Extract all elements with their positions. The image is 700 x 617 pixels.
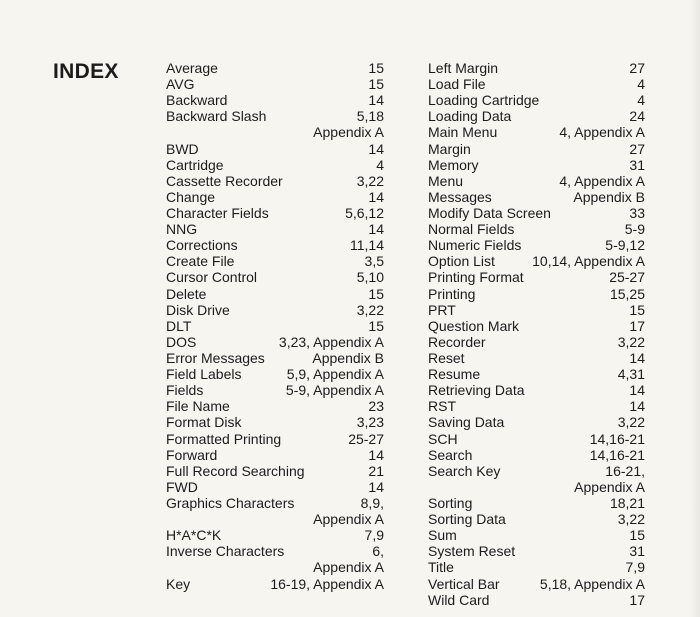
index-term: Margin <box>428 140 471 157</box>
index-column-right <box>428 60 645 608</box>
index-page-refs: 27 <box>629 140 645 157</box>
index-term: Title <box>428 559 454 576</box>
index-entry <box>166 108 384 124</box>
index-term: Cassette Recorder <box>166 172 283 189</box>
index-page-refs: 14,16-21 <box>589 430 645 447</box>
index-page-refs: 4 <box>376 156 384 173</box>
index-entry <box>428 189 645 205</box>
index-term: Wild Card <box>428 591 490 608</box>
index-entry <box>166 124 384 140</box>
index-page-refs: 5,18 <box>356 108 384 125</box>
index-page-refs: 18,21 <box>609 494 645 511</box>
index-term: Search <box>428 446 473 463</box>
index-entry <box>428 157 645 173</box>
index-entry <box>428 382 645 398</box>
index-page-refs: Appendix B <box>312 349 384 366</box>
index-page-refs: 27 <box>629 60 645 76</box>
page-edge-shadow <box>690 0 700 617</box>
index-entry <box>428 173 645 189</box>
index-term: Saving Data <box>428 414 505 431</box>
index-page-refs: 3,5 <box>364 253 384 270</box>
index-term: Left Margin <box>428 60 499 76</box>
index-entry <box>166 366 384 382</box>
index-entry <box>428 108 645 124</box>
index-term: Create File <box>166 253 235 270</box>
index-entry <box>166 189 384 205</box>
index-entry <box>166 350 384 366</box>
index-page-refs: 5-9,12 <box>605 237 645 254</box>
index-page-refs: 3,23 <box>356 414 384 431</box>
index-page-refs: 31 <box>629 156 645 173</box>
index-page-refs: 4 <box>637 76 645 93</box>
index-entry <box>166 543 384 559</box>
index-term: NNG <box>166 221 198 238</box>
index-entry <box>166 302 384 318</box>
index-page-refs: 24 <box>629 108 645 125</box>
index-page-refs: 14 <box>629 349 645 366</box>
index-column-left <box>166 60 384 592</box>
index-page-refs: 14 <box>368 188 384 205</box>
index-page-refs: 14 <box>368 446 384 463</box>
index-page-refs: 16-19, Appendix A <box>270 575 384 592</box>
index-entry <box>428 221 645 237</box>
index-term: RST <box>428 398 456 415</box>
index-term: Key <box>166 575 191 592</box>
index-entry <box>166 221 384 237</box>
index-page-refs: Appendix A <box>313 559 384 576</box>
index-term: Error Messages <box>166 349 265 366</box>
index-term: Disk Drive <box>166 301 230 318</box>
index-entry <box>166 237 384 253</box>
index-page-refs: 14,16-21 <box>589 446 645 463</box>
index-term: Loading Cartridge <box>428 92 540 109</box>
index-term: Character Fields <box>166 204 269 221</box>
index-entry <box>166 511 384 527</box>
index-entry <box>428 60 645 76</box>
index-page-refs: 4,31 <box>617 366 645 383</box>
index-entry <box>166 479 384 495</box>
index-page-refs: 6, <box>372 543 384 560</box>
index-term: File Name <box>166 398 230 415</box>
index-term: Load File <box>428 76 486 93</box>
index-entry <box>166 447 384 463</box>
index-entry <box>428 559 645 575</box>
index-term: Resume <box>428 366 481 383</box>
index-term: Main Menu <box>428 124 498 141</box>
index-page-refs: 31 <box>629 543 645 560</box>
index-page-refs: 15 <box>368 60 384 76</box>
index-entry <box>428 398 645 414</box>
index-page-refs: 5,18, Appendix A <box>539 575 645 592</box>
index-term: Field Labels <box>166 366 242 383</box>
index-page-refs: Appendix A <box>574 478 645 495</box>
index-page-refs: 5,9, Appendix A <box>286 366 384 383</box>
index-entry <box>166 414 384 430</box>
index-entry <box>166 92 384 108</box>
index-entry <box>428 576 645 592</box>
index-entry <box>428 592 645 608</box>
index-term: Full Record Searching <box>166 462 305 479</box>
index-term: Option List <box>428 253 495 270</box>
index-term: Sum <box>428 527 457 544</box>
index-page-refs: 17 <box>629 317 645 334</box>
index-page-refs: 15 <box>368 76 384 93</box>
index-page-refs: 7,9 <box>364 527 384 544</box>
index-term: Cartridge <box>166 156 224 173</box>
index-page-refs: 14 <box>368 140 384 157</box>
index-page-refs: 23 <box>368 398 384 415</box>
index-page-refs: 33 <box>629 204 645 221</box>
index-page-refs: 14 <box>368 221 384 238</box>
index-page-refs: 3,22 <box>617 333 645 350</box>
index-entry <box>166 576 384 592</box>
index-term: Backward <box>166 92 228 109</box>
index-term: Delete <box>166 285 207 302</box>
index-term: Numeric Fields <box>428 237 522 254</box>
index-term: Cursor Control <box>166 269 258 286</box>
index-entry <box>428 205 645 221</box>
index-entry <box>166 253 384 269</box>
index-page-refs: 14 <box>629 398 645 415</box>
index-heading: INDEX <box>53 60 119 83</box>
index-page-refs: 4 <box>637 92 645 109</box>
index-page-refs: 15 <box>629 301 645 318</box>
index-entry <box>166 398 384 414</box>
index-page-refs: 21 <box>368 462 384 479</box>
index-entry <box>166 495 384 511</box>
index-entry <box>428 431 645 447</box>
index-page-refs: 14 <box>629 382 645 399</box>
index-term: Vertical Bar <box>428 575 500 592</box>
index-entry <box>428 463 645 479</box>
index-page-refs: 3,22 <box>617 511 645 528</box>
index-term: Graphics Characters <box>166 494 295 511</box>
index-page-refs: 8,9, <box>360 494 384 511</box>
index-entry <box>428 253 645 269</box>
index-entry <box>166 382 384 398</box>
index-entry <box>428 527 645 543</box>
index-page-refs: 10,14, Appendix A <box>532 253 645 270</box>
index-entry <box>166 527 384 543</box>
index-entry <box>166 334 384 350</box>
index-page-refs: 5-9 <box>624 221 645 238</box>
index-term: Memory <box>428 156 479 173</box>
index-term: Format Disk <box>166 414 242 431</box>
index-entry <box>428 334 645 350</box>
index-entry <box>428 366 645 382</box>
index-page-refs: 25-27 <box>609 269 645 286</box>
index-page-refs: 5-9, Appendix A <box>285 382 384 399</box>
index-term: System Reset <box>428 543 516 560</box>
index-page-refs: 14 <box>368 478 384 495</box>
index-entry <box>428 76 645 92</box>
index-entry <box>428 495 645 511</box>
index-page-refs: 3,22 <box>356 301 384 318</box>
index-term: Menu <box>428 172 464 189</box>
index-page-refs: 15 <box>368 285 384 302</box>
index-entry <box>166 431 384 447</box>
index-page-refs: Appendix B <box>573 188 645 205</box>
index-term: Retrieving Data <box>428 382 525 399</box>
index-term: Question Mark <box>428 317 520 334</box>
index-entry <box>166 559 384 575</box>
index-entry <box>166 173 384 189</box>
index-page-refs: 3,22 <box>356 172 384 189</box>
index-entry <box>428 237 645 253</box>
index-page-refs: 15 <box>629 527 645 544</box>
index-entry <box>166 60 384 76</box>
index-term: Sorting Data <box>428 511 506 528</box>
index-page-refs: 14 <box>368 92 384 109</box>
index-term: BWD <box>166 140 199 157</box>
index-term: H*A*C*K <box>166 527 222 544</box>
index-page-refs: Appendix A <box>313 511 384 528</box>
index-term: Backward Slash <box>166 108 267 125</box>
index-entry <box>166 76 384 92</box>
index-term: Average <box>166 60 218 76</box>
index-page-refs: 17 <box>629 591 645 608</box>
index-page-refs: 25-27 <box>348 430 384 447</box>
index-page-refs: 3,22 <box>617 414 645 431</box>
index-term: Formatted Printing <box>166 430 282 447</box>
index-page-refs: 16-21, <box>605 462 645 479</box>
index-entry <box>166 463 384 479</box>
index-entry <box>428 302 645 318</box>
index-term: Recorder <box>428 333 486 350</box>
index-term: Normal Fields <box>428 221 515 238</box>
index-entry <box>166 205 384 221</box>
index-term: Inverse Characters <box>166 543 285 560</box>
index-page-refs: 15,25 <box>609 285 645 302</box>
index-term: PRT <box>428 301 456 318</box>
index-term: Printing Format <box>428 269 524 286</box>
index-entry <box>166 318 384 334</box>
index-page-refs: 4, Appendix A <box>559 172 645 189</box>
index-entry <box>428 318 645 334</box>
index-term: Reset <box>428 349 465 366</box>
index-term: Modify Data Screen <box>428 204 551 221</box>
index-entry <box>428 286 645 302</box>
index-term: Messages <box>428 188 492 205</box>
index-term: Corrections <box>166 237 238 254</box>
index-entry <box>428 269 645 285</box>
index-term: Loading Data <box>428 108 512 125</box>
index-term: SCH <box>428 430 458 447</box>
index-entry <box>428 141 645 157</box>
index-page-refs: 4, Appendix A <box>559 124 645 141</box>
index-term: Forward <box>166 446 218 463</box>
index-entry <box>166 141 384 157</box>
index-term: Sorting <box>428 494 473 511</box>
index-entry <box>166 286 384 302</box>
index-term: Change <box>166 188 216 205</box>
index-page-refs: 5,10 <box>356 269 384 286</box>
index-page-refs: 5,6,12 <box>345 204 384 221</box>
index-entry <box>428 350 645 366</box>
index-entry <box>166 269 384 285</box>
index-page-refs: 7,9 <box>625 559 645 576</box>
index-entry <box>428 479 645 495</box>
index-term: Search Key <box>428 462 501 479</box>
index-term: Fields <box>166 382 204 399</box>
index-entry <box>166 157 384 173</box>
index-page-refs: Appendix A <box>313 124 384 141</box>
index-term: FWD <box>166 478 198 495</box>
index-term: AVG <box>166 76 195 93</box>
index-entry <box>428 447 645 463</box>
index-entry <box>428 414 645 430</box>
index-term: DLT <box>166 317 192 334</box>
index-page-refs: 11,14 <box>350 237 384 254</box>
index-entry <box>428 543 645 559</box>
index-entry <box>428 92 645 108</box>
index-entry <box>428 511 645 527</box>
index-page-refs: 3,23, Appendix A <box>278 333 384 350</box>
index-term: DOS <box>166 333 197 350</box>
index-page-refs: 15 <box>368 317 384 334</box>
index-entry <box>428 124 645 140</box>
index-term: Printing <box>428 285 476 302</box>
